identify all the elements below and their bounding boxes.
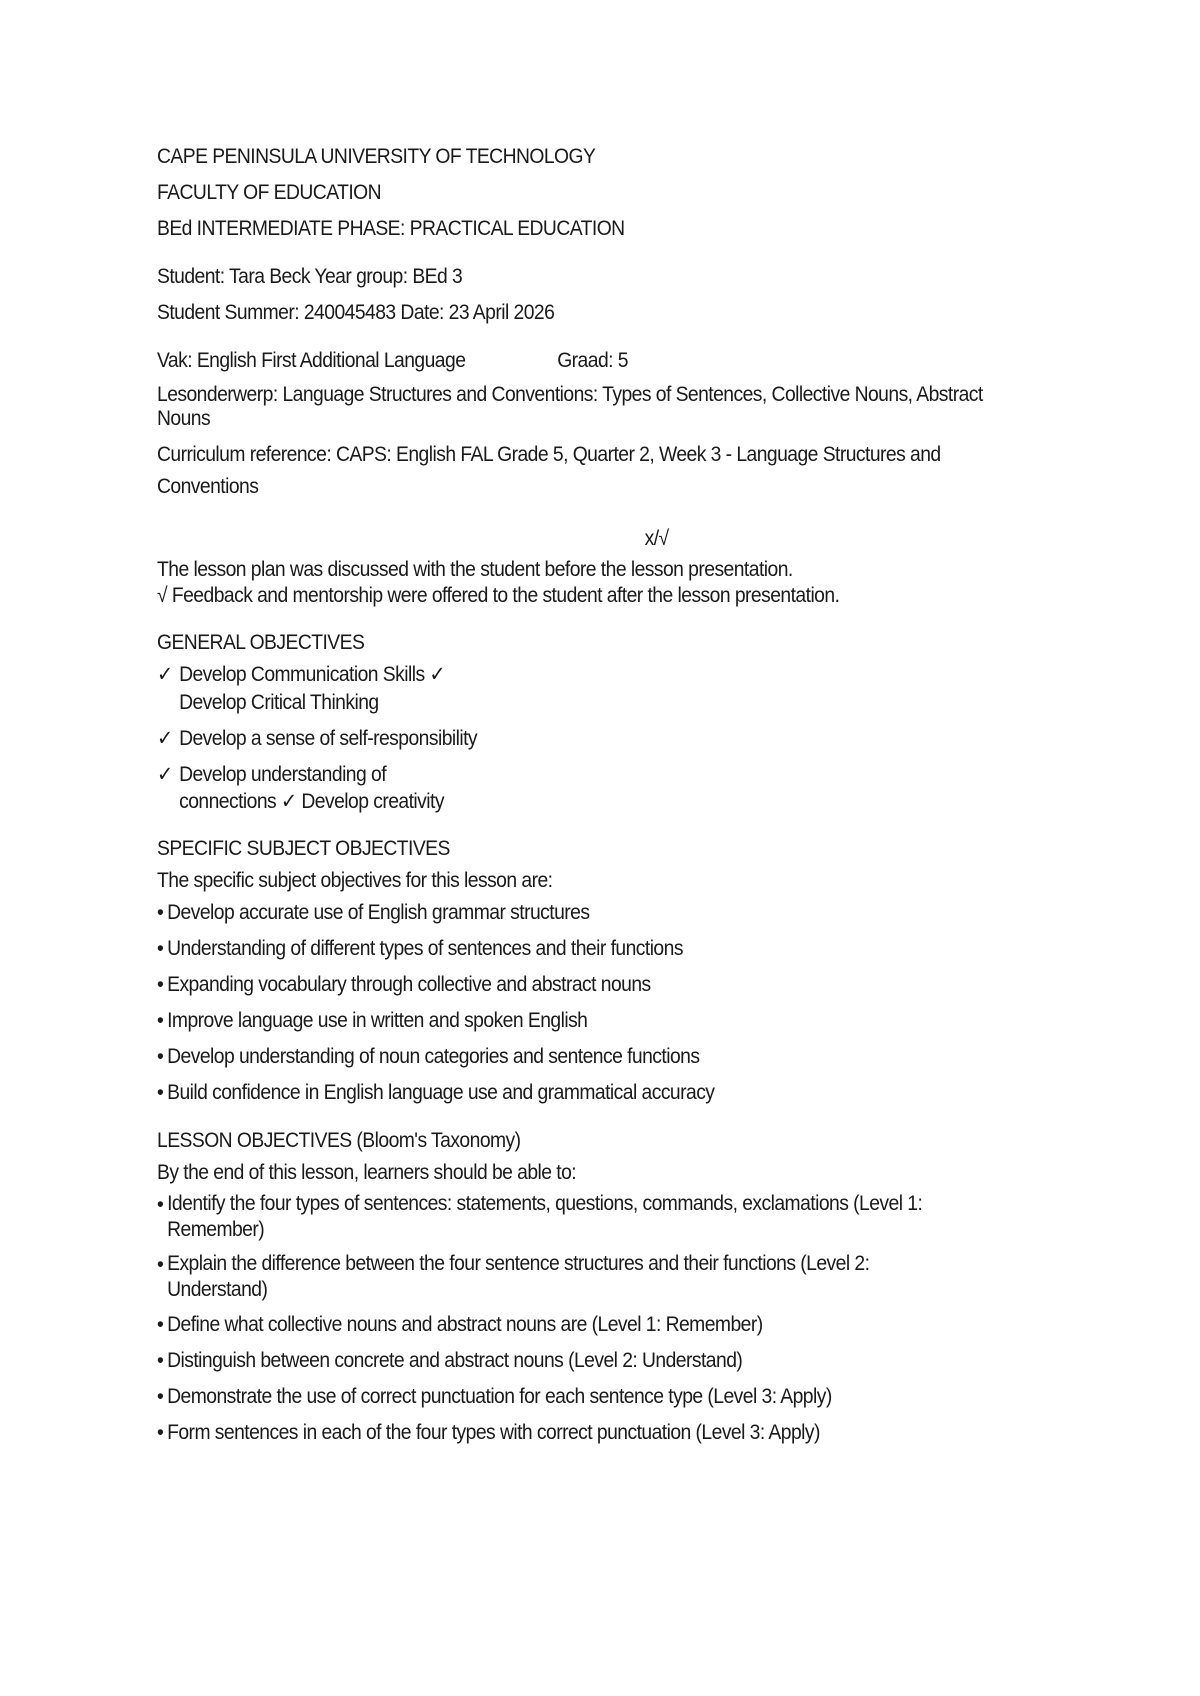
lesson-objective-item: • Identify the four types of sentences: statements, questions, commands, exclamations (Level 1: Remember): [157, 1192, 923, 1241]
specific-objectives-intro: The specific subject objectives for this lesson are:: [157, 869, 553, 892]
faculty-name: FACULTY OF EDUCATION: [157, 181, 382, 204]
bullet-icon: •: [157, 1045, 164, 1068]
lesson-objective-item: • Explain the difference between the four sentence structures and their functions (Level 2: Understand): [157, 1252, 870, 1301]
bullet-icon: •: [157, 1313, 164, 1336]
lesson-objective-item: • Define what collective nouns and abstract nouns are (Level 1: Remember): [157, 1311, 985, 1339]
specific-objective-item: • Develop accurate use of English grammar structures: [157, 899, 985, 927]
feedback-line-1: The lesson plan was discussed with the student before the lesson presentation.: [157, 558, 793, 581]
student-info: Student: Tara Beck Year group: BEd 3: [157, 265, 463, 288]
general-objective-item: ✓ Develop Communication Skills ✓ Develop Critical Thinking: [157, 661, 985, 717]
general-objective-item: ✓ Develop understanding of connections ✓ Develop creativity: [157, 763, 444, 813]
bullet-icon: •: [157, 1253, 164, 1276]
specific-objective-item: • Improve language use in written and spoken English: [157, 1007, 985, 1035]
specific-objective-item: • Develop understanding of noun categories and sentence functions: [157, 1043, 985, 1071]
student-number-date: Student Summer: 240045483 Date: 23 April 2026: [157, 301, 555, 324]
specific-objective-item: • Expanding vocabulary through collective and abstract nouns: [157, 971, 985, 999]
subject-grade-row: [157, 347, 985, 375]
bullet-icon: •: [157, 1385, 164, 1408]
bullet-icon: •: [157, 1349, 164, 1372]
bullet-icon: •: [157, 1421, 164, 1444]
curriculum-reference: Curriculum reference: CAPS: English FAL Grade 5, Quarter 2, Week 3 - Language Structures and Conventions: [157, 443, 941, 498]
bullet-icon: •: [157, 1009, 164, 1032]
general-objectives-heading: GENERAL OBJECTIVES: [157, 631, 365, 654]
lesson-topic: Lesonderwerp: Language Structures and Conventions: Types of Sentences, Collective Nouns, Abstract Nouns: [157, 383, 983, 430]
programme-name: BEd INTERMEDIATE PHASE: PRACTICAL EDUCATION: [157, 217, 625, 240]
specific-objective-item: • Build confidence in English language use and grammatical accuracy: [157, 1079, 985, 1107]
document-page: [157, 143, 985, 1447]
subject-label: Vak: English First Additional Language: [157, 349, 466, 372]
specific-objectives-heading: SPECIFIC SUBJECT OBJECTIVES: [157, 837, 450, 860]
feedback-mark: x/√: [644, 527, 669, 550]
checkmark-icon: ✓: [157, 663, 173, 686]
bullet-icon: •: [157, 973, 164, 996]
institution-name: CAPE PENINSULA UNIVERSITY OF TECHNOLOGY: [157, 145, 596, 168]
bullet-icon: •: [157, 1193, 164, 1216]
bullet-icon: •: [157, 937, 164, 960]
bullet-icon: •: [157, 1081, 164, 1104]
feedback-line-2: √ Feedback and mentorship were offered to the student after the lesson presentation.: [157, 584, 840, 607]
specific-objective-item: • Understanding of different types of sentences and their functions: [157, 935, 985, 963]
lesson-objective-item: • Form sentences in each of the four types with correct punctuation (Level 3: Apply): [157, 1419, 985, 1447]
bullet-icon: •: [157, 901, 164, 924]
grade-label: Graad: 5: [557, 349, 628, 372]
lesson-objectives-intro: By the end of this lesson, learners should be able to:: [157, 1161, 577, 1184]
general-objective-item: ✓ Develop a sense of self-responsibility: [157, 725, 985, 753]
lesson-objective-item: • Distinguish between concrete and abstract nouns (Level 2: Understand): [157, 1347, 985, 1375]
lesson-objective-item: • Demonstrate the use of correct punctuation for each sentence type (Level 3: Apply): [157, 1383, 985, 1411]
lesson-objectives-heading: LESSON OBJECTIVES (Bloom's Taxonomy): [157, 1129, 521, 1152]
checkmark-icon: ✓: [157, 727, 173, 750]
checkmark-icon: ✓: [157, 763, 173, 786]
